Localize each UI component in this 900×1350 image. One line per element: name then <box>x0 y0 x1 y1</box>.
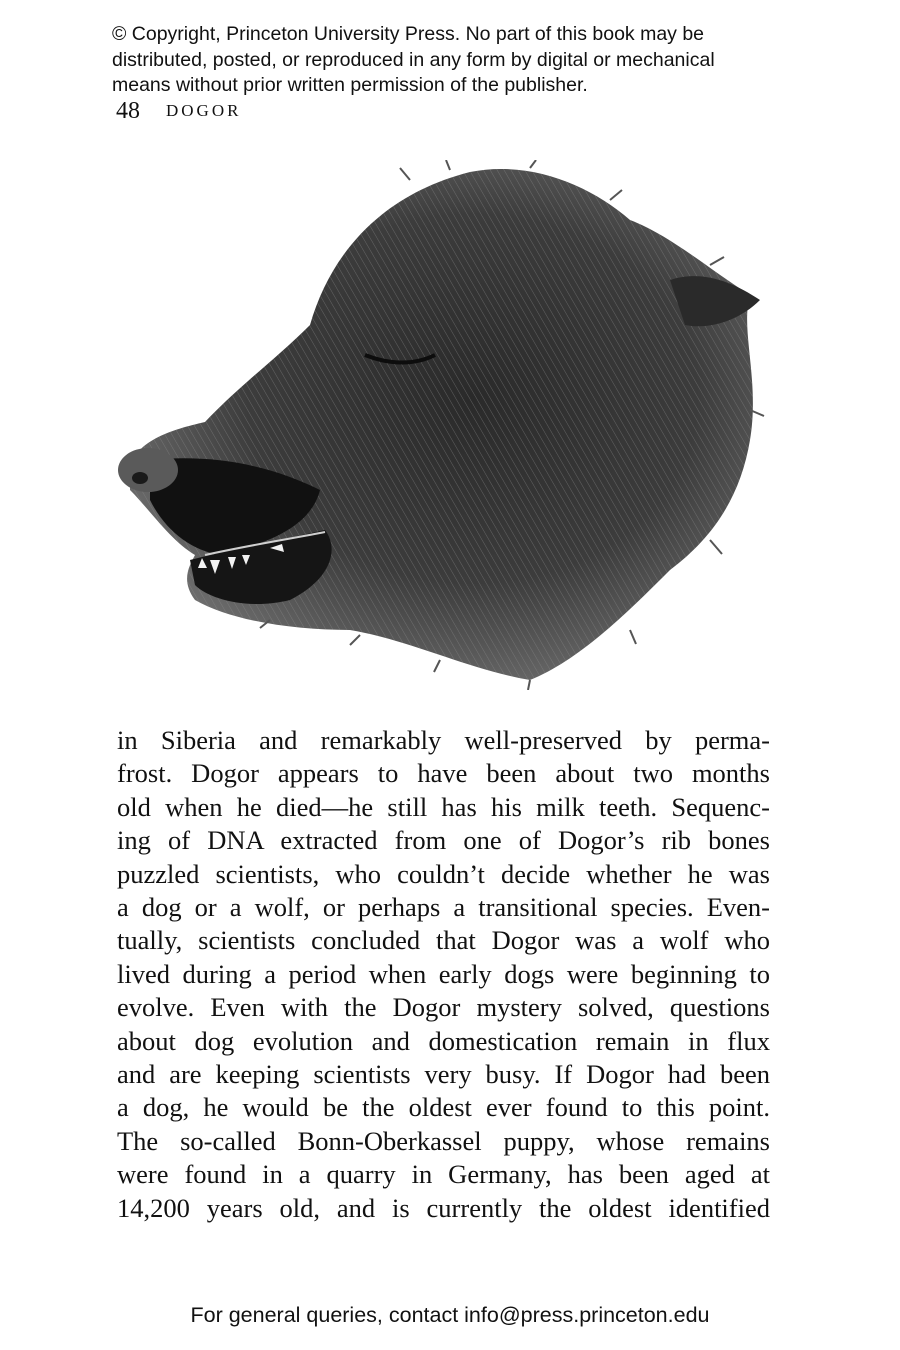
body-paragraph <box>117 724 770 1225</box>
text-line: tually, scientists concluded that Dogor was a wolf who <box>117 925 770 956</box>
copyright-line: means without prior written permission of the publisher. <box>112 74 588 96</box>
text-line: puzzled scientists, who couldn’t decide whether he was <box>117 858 770 889</box>
footer-contact: For general queries, contact info@press.princeton.edu <box>190 1303 710 1327</box>
copyright-notice <box>112 22 812 99</box>
text-line: were found in a quarry in Germany, has been aged at <box>117 1159 770 1190</box>
text-line: in Siberia and remarkably well-preserved by perma- <box>117 725 770 755</box>
running-head <box>116 98 241 125</box>
text-line: lived during a period when early dogs were beginning to <box>117 958 770 989</box>
text-line: about dog evolution and domestication remain in flux <box>117 1025 770 1056</box>
text-line: frost. Dogor appears to have been about two months <box>117 758 770 789</box>
page-number: 48 <box>116 98 140 124</box>
copyright-line: © Copyright, Princeton University Press. No part of this book may be <box>112 23 705 45</box>
chapter-title: DOGOR <box>166 101 242 120</box>
text-line: old when he died—he still has his milk teeth. Sequenc- <box>117 791 770 822</box>
text-line: a dog or a wolf, or perhaps a transitional species. Even- <box>117 892 770 923</box>
copyright-line: distributed, posted, or reproduced in any form by digital or mechanical <box>112 48 715 71</box>
text-line: and are keeping scientists very busy. If Dogor had been <box>117 1059 770 1090</box>
text-line: ing of DNA extracted from one of Dogor’s rib bones <box>117 825 770 856</box>
wolf-pup-head-icon <box>110 160 770 690</box>
text-line: a dog, he would be the oldest ever found to this point. <box>117 1092 770 1123</box>
text-line: The so-called Bonn-Oberkassel puppy, whose remains <box>117 1125 770 1156</box>
text-line: evolve. Even with the Dogor mystery solved, questions <box>117 992 770 1023</box>
text-line: 14,200 years old, and is currently the oldest identified <box>117 1192 770 1223</box>
wolf-pup-head-illustration <box>110 160 770 690</box>
